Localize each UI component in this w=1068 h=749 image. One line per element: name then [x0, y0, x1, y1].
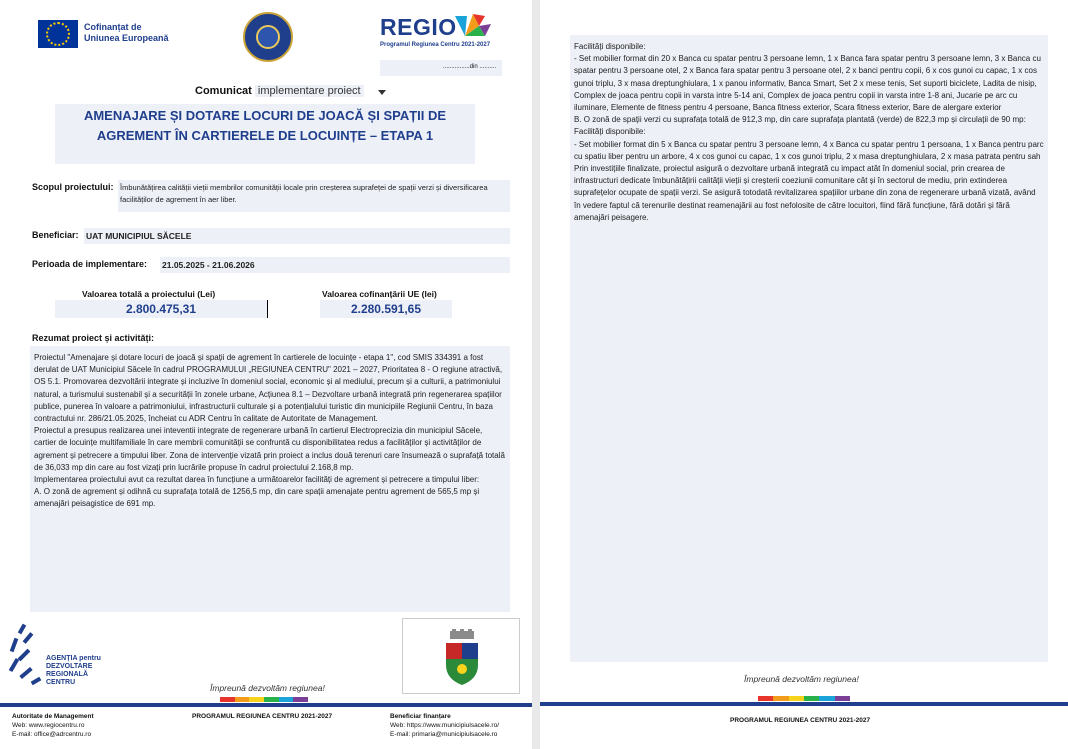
color-stripe-p2 — [758, 696, 850, 701]
document-page-2 — [540, 0, 1068, 749]
project-title: AMENAJARE ȘI DOTARE LOCURI DE JOACĂ ȘI SPAȚII DE AGREMENT ÎN CARTIERELE DE LOCUINȚE – ETAPA 1 — [55, 104, 475, 164]
adr-centru-logo — [8, 620, 44, 690]
rezumat-text: Proiectul "Amenajare și dotare locuri de joacă și spații de agrement în cartierele de locuințe - etapa 1", cod SMIS 334391 a fost derulat de UAT Municipiul Săcele în cadrul PROGRAMULUI „REGIUNEA CENTRU" 2021 – 2027, Prioritatea 8 - O regiune atractivă, OS 5.1. Promovarea dezvoltării integrate și incluzive în domeniul social, economic și al mediului, precum și a culturii, a patrimoniului natural, a turismului sustenabil și a securității în zonele urbane, Acțiunea 8.1 – Dezvoltare urbană integrată prin regenerarea spațiilor publice, punerea în valoare a patrimoniului, infrastructurii culturale și a potențialului turistic din municipiile Regiunii Centru, în baza contractului nr. 286/21.05.2025, încheiat cu ADR Centru în calitate de Autoritate de Management. Proiectul a presupus realizarea unei inteventii integrate de regenerare urbană în cartierul Electroprecizia din municipiul Săcele, cartier de locuințe multifamiliale în care membrii comunității se confruntă cu disponibilitatea redus a facilităților și activităților de agrement și petrecere a timpului liber. Zona de intervenție vizată prin proiect a inclus două terenuri care însumează o suprafață totală de 36,033 mp din care au fost vizați prin lucrările propuse în cadrul proiectului 2.168,8 mp. Implementarea proiectului avut ca rezultat darea în funcțiune a următoarelor facilități de agrement și petrecere a timpului liber: A. O zonă de agrement și odihnă cu suprafața totală de 1256,5 mp, din care spații amenajate pentru agrement de 565,5 mp și amenajări peisagistice de 691 mp. — [30, 346, 510, 612]
footer-program-p2: PROGRAMUL REGIUNEA CENTRU 2021-2027 — [730, 717, 871, 724]
beneficiary-web-link[interactable]: https://www.municipiulsacele.ro/ — [406, 722, 499, 729]
comunicat-heading: Comunicat implementare proiect — [195, 85, 364, 97]
adr-centru-text: AGENȚIA pentru DEZVOLTARE REGIONALĂ CENTRU — [46, 655, 101, 686]
sacele-crest-frame — [402, 618, 520, 694]
beneficiar-value: UAT MUNICIPIUL SĂCELE — [84, 228, 510, 244]
eu-flag-logo — [38, 20, 78, 48]
footer-program-p1: PROGRAMUL REGIUNEA CENTRU 2021-2027 — [192, 713, 333, 720]
comunicat-type-select[interactable]: implementare proiect — [255, 85, 364, 97]
footer-rule-p1 — [0, 703, 532, 707]
footer-rule-p2 — [540, 702, 1068, 706]
motto-text-p1: Împreună dezvoltăm regiunea! — [210, 683, 325, 693]
beneficiar-label: Beneficiar: — [32, 230, 79, 240]
eu-cofinanced-text: Cofinanțat de Uniunea Europeană — [84, 22, 169, 43]
romanian-government-seal — [243, 12, 293, 62]
valoare-ue-value: 2.280.591,65 — [320, 300, 452, 318]
beneficiary-email-link[interactable]: primaria@municipiulsacele.ro — [412, 731, 498, 738]
motto-text-p2: Împreună dezvoltăm regiunea! — [744, 674, 859, 684]
scop-label: Scopul proiectului: — [32, 182, 114, 192]
facilities-text: Facilități disponibile: - Set mobilier format din 20 x Banca cu spatar pentru 3 persoane lemn, 1 x Banca fara spatar pentru 3 persoane lemn, 3 x Banca cu spatar pentru 3 persoane otel, 2 x Banca fara spatar pentru 3 persoane otel, 2 x banci pentru copii, 6 x cos gunoi cu capac, 1 x cos gunoi triplu, 3 x masa dreptunghiulara, 1 x panou informativ, Banca Smart, Set 2 x mese tenis, Set suporti biciclete, Ladita de nisip, Complex de joaca pentru copii in varsta intre 5-14 ani, Complex de joaca pentru copii in varsta intre 1-8 ani, Jucarie pe arc cu iluminare, Elemente de fitness pentru 4 persoane, Banca fitness exterior, Scara fitness exterior, Bare de alergare exterior B. O zonă de spații verzi cu suprafața totală de 912,3 mp, din care suprafața plantată (verde) de 822,3 mp și circulații de 90 mp: Facilități disponibile: - Set mobilier format din 5 x Banca cu spatar pentru 3 persoane lemn, 4 x Banca cu spatar pentru 1 persoana, 1 x Banca pentru parc cu spatiu liber pentru un arbore, 4 x cos gunoi cu capac, 1 x cos gunoi triplu, 2 x masa dreptunghiulara, 2 x masa patrata pentru sah Prin investițiile finalizate, proiectul asigură o dezvoltare urbană integrată cu impact atât în domeniul social, prin crearea de infrastructuri dedicate îmbunătățirii calității vieții și creșterii coeziunii comunitare cât și în sectorul de mediu, prin extinderea suprafețelor ocupate de spații verzi. Se asigură totodată revitalizarea spațiilor urbane din zona de regenerare urbană vizată, având în vedere faptul că terenurile destinat reamenajării au fost nefolosite de către locuitori, fiind fără funcțiune, fără dotări și fără amenajări peisagere. — [570, 35, 1048, 662]
valoare-totala-label: Valoarea totală a proiectului (Lei) — [82, 289, 216, 299]
regio-program-subtitle: Programul Regiunea Centru 2021-2027 — [380, 42, 491, 48]
sacele-coat-of-arms — [444, 629, 480, 685]
valoare-totala-value: 2.800.475,31 — [55, 300, 267, 318]
color-stripe-p1 — [220, 697, 308, 702]
regio-logo-text: REGIO — [380, 14, 457, 40]
footer-managing-authority: Autoritate de Management Web: www.regiocentru.ro E-mail: office@adrcentru.ro — [12, 713, 94, 738]
document-page-1 — [0, 0, 532, 749]
footer-beneficiary: Beneficiar finanțare Web: https://www.municipiulsacele.ro/ E-mail: primaria@municipiulsacele.ro — [390, 713, 499, 738]
perioada-label: Perioada de implementare: — [32, 259, 148, 269]
value-divider — [267, 300, 268, 318]
scop-value: Îmbunătățirea calității vieții membrilor comunității locale prin creșterea suprafeței de spații verzi și diversificarea facilităților de agrement în aer liber. — [118, 180, 510, 212]
regio-mark-icon — [455, 14, 491, 38]
reference-number-field[interactable]: ................din .......... — [380, 60, 502, 76]
rezumat-label: Rezumat proiect și activități: — [32, 333, 155, 343]
perioada-value: 21.05.2025 - 21.06.2026 — [160, 257, 510, 273]
dropdown-arrow-icon[interactable] — [378, 90, 386, 95]
valoare-ue-label: Valoarea cofinanțării UE (lei) — [322, 289, 437, 299]
